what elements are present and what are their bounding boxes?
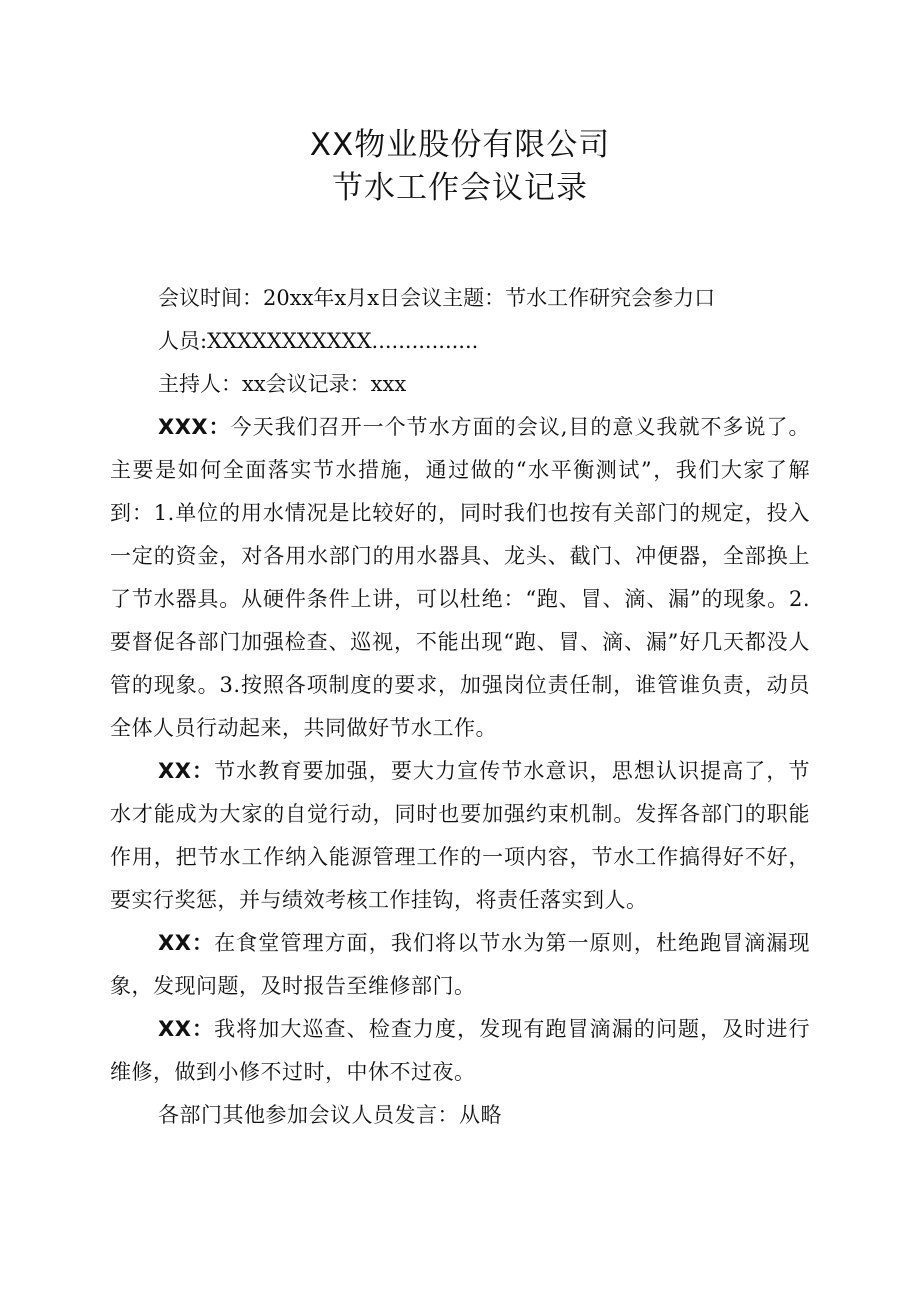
document-body <box>110 277 810 1137</box>
speaker-label: XX： <box>158 1017 215 1041</box>
speech-paragraph <box>110 750 810 922</box>
speaker-label: XX： <box>158 759 215 783</box>
speech-text: 今天我们召开一个节水方面的会议,目的意义我就不多说了。主要是如何全面落实节水措施，通过做的“水平衡测试”，我们大家了解到：1.单位的用水情况是比较好的，同时我们也按有关部门的规定，投入一定的资金，对各用水部门的用水器具、龙头、截门、冲便器，全部换上了节水器具。从硬件条件上讲，可以杜绝：“跑、冒、滴、漏”的现象。2.要督促各部门加强检查、巡视，不能出现“跑、冒、滴、漏”好几天都没人管的现象。3.按照各项制度的要求，加强岗位责任制，谁管谁负责，动员全体人员行动起来，共同做好节水工作。 <box>110 415 810 740</box>
speaker-label: XX： <box>158 931 215 955</box>
document-subtitle: 节水工作会议记录 <box>332 170 588 206</box>
meeting-attendees: 人员:XXXXXXXXXXX................ <box>158 329 479 353</box>
closing-note: 各部门其他参加会议人员发言：从略 <box>158 1103 502 1127</box>
meeting-host-recorder: 主持人：xx会议记录：xxx <box>158 372 407 396</box>
speech-paragraph <box>110 922 810 1008</box>
speech-paragraph <box>110 406 810 750</box>
speech-text: 在食堂管理方面，我们将以节水为第一原则，杜绝跑冒滴漏现象，发现问题，及时报告至维修部门。 <box>110 931 810 998</box>
speech-text: 我将加大巡查、检查力度，发现有跑冒滴漏的问题，及时进行维修，做到小修不过时，中休不过夜。 <box>110 1017 810 1084</box>
speaker-label: XXX： <box>158 415 231 439</box>
speech-text: 节水教育要加强，要大力宣传节水意识，思想认识提高了，节水才能成为大家的自觉行动，同时也要加强约束机制。发挥各部门的职能作用，把节水工作纳入能源管理工作的一项内容，节水工作搞得好不好，要实行奖惩，并与绩效考核工作挂钩，将责任落实到人。 <box>110 759 810 912</box>
document-title: XX物业股份有限公司 <box>309 127 611 163</box>
speech-paragraph <box>110 1008 810 1094</box>
meeting-time-topic: 会议时间：20xx年x月x日会议主题：节水工作研究会参力口 <box>158 286 716 310</box>
